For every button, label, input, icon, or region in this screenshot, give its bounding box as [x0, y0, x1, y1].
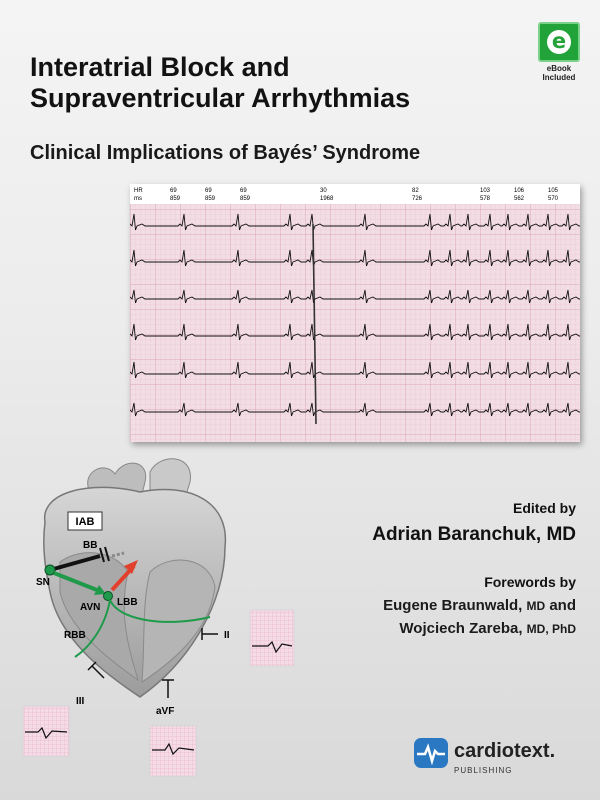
avn-label: AVN: [80, 602, 101, 613]
ecg-hr-label: HR: [134, 188, 143, 194]
ecg-grid: [130, 184, 580, 442]
lead-avf-label: aVF: [156, 706, 175, 717]
bb-label: BB: [83, 540, 98, 551]
book-title: [30, 52, 410, 114]
ecg-readout-ms: 578: [480, 196, 491, 202]
ecg-readout-hr: 103: [480, 188, 491, 194]
foreword-author-2-name: Wojciech Zareba,: [399, 620, 527, 637]
ecg-readout-hr: 106: [514, 188, 525, 194]
title-line-1: Interatrial Block and: [30, 52, 290, 82]
rbb-label: RBB: [64, 630, 86, 641]
ebook-caption-line-2: Included: [542, 73, 576, 82]
ecg-readout-ms: 570: [548, 196, 559, 202]
lead-iii-label: III: [76, 696, 85, 707]
ecg-ms-label: ms: [134, 196, 142, 202]
publisher-name: cardiotext.: [454, 740, 556, 762]
ebook-icon: [538, 22, 580, 62]
foreword-author-2: [399, 620, 576, 637]
lbb-label: LBB: [117, 597, 138, 608]
foreword-author-1-suffix: and: [545, 597, 576, 614]
ebook-badge: [536, 22, 582, 82]
sn-label: SN: [36, 577, 50, 588]
heartbeat-icon: [414, 738, 448, 768]
ecg-readout-hr: 82: [412, 188, 419, 194]
ecg-readout-hr: 30: [320, 188, 327, 194]
ecg-readout-ms: 726: [412, 196, 423, 202]
ecg-readout-ms: 562: [514, 196, 525, 202]
ecg-readout-ms: 859: [170, 196, 181, 202]
title-line-2: Supraventricular Arrhythmias: [30, 83, 411, 113]
ecg-readout-hr: 105: [548, 188, 559, 194]
ecg-readout-hr: 69: [205, 188, 212, 194]
publisher-logo: [414, 736, 584, 780]
book-subtitle: Clinical Implications of Bayés’ Syndrome: [30, 142, 421, 164]
foreword-author-1-name: Eugene Braunwald,: [383, 597, 527, 614]
ebook-letter: e: [547, 30, 571, 54]
ecg-readout-ms: 859: [205, 196, 216, 202]
ecg-readout-ms: 1968: [320, 196, 334, 202]
heart-conduction-diagram: [20, 452, 320, 792]
ecg-readout-hr: 69: [240, 188, 247, 194]
edited-by-label: Edited by: [512, 500, 576, 516]
editor-name: Adrian Baranchuk, MD: [372, 524, 576, 545]
ecg-readout-hr: 69: [170, 188, 177, 194]
ecg-strip-image: [130, 184, 580, 442]
ebook-caption-line-1: eBook: [546, 64, 572, 73]
publisher-subtitle: PUBLISHING: [454, 766, 513, 775]
ebook-caption: [536, 64, 582, 82]
forewords-by-label: Forewords by: [484, 574, 576, 590]
av-node-icon: [104, 592, 113, 601]
sinus-node-icon: [45, 565, 55, 575]
ecg-readout-ms: 859: [240, 196, 251, 202]
foreword-author-1-degree: MD: [526, 599, 546, 613]
iab-label: IAB: [75, 516, 95, 528]
foreword-author-1: [383, 597, 576, 614]
foreword-author-2-degree: MD, PhD: [526, 622, 576, 636]
lead-ii-label: II: [224, 630, 230, 641]
heart-illustration: [20, 452, 320, 792]
